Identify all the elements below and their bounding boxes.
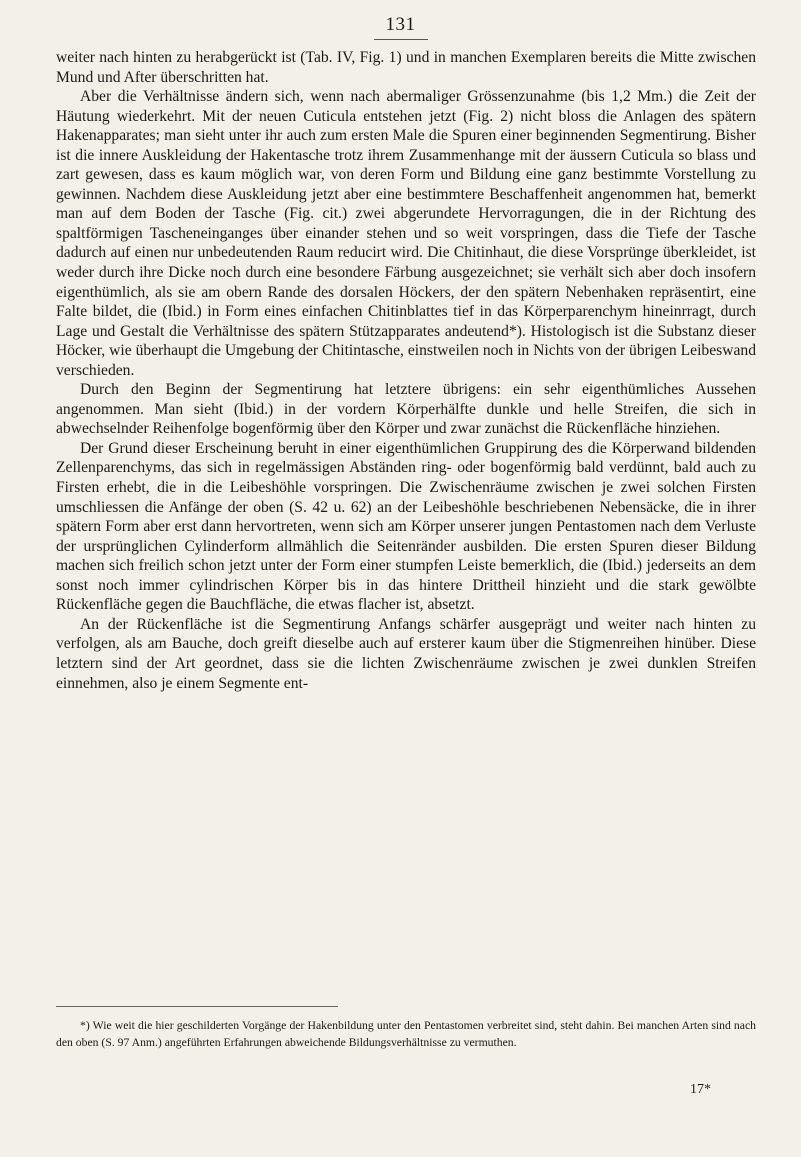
page-number: 131 xyxy=(385,14,416,35)
signature-mark: 17* xyxy=(690,1082,711,1097)
footnote: *) Wie weit die hier geschilderten Vorgänge der Hakenbildung unter den Pentastomen verbreitet sind, steht dahin. Bei manchen Arten sind nach den oben (S. 97 Anm.) angeführten Erfahrungen abweichende Bildungsverhältnisse zu vermuthen. xyxy=(56,1019,756,1049)
paragraph-continuation: weiter nach hinten zu herabgerückt ist (Tab. IV, Fig. 1) und in manchen Exemplaren bereits die Mitte zwischen Mund und After überschritten hat. xyxy=(56,49,756,86)
paragraph: Aber die Verhältnisse ändern sich, wenn nach abermaliger Grössenzunahme (bis 1,2 Mm.) die Zeit der Häutung wiederkehrt. Mit der neuen Cuticula entstehen jetzt (Fig. 2) nicht bloss die Anlagen des spätern Hakenapparates; man sieht unter ihr auch zum ersten Male die Spuren einer beginnenden Segmentirung. Bisher ist die innere Auskleidung der Hakentasche trotz ihrem Zusammenhange mit der äussern Cuticula so blass und zart gewesen, dass es kaum möglich war, von deren Form und Bildung eine ganz bestimmte Vorstellung zu gewinnen. Nachdem diese Auskleidung jetzt aber eine bestimmtere Beschaffenheit angenommen hat, bemerkt man auf dem Boden der Tasche (Fig. cit.) zwei abgerundete Hervorragungen, die in der Richtung des spaltförmigen Tascheneinganges über einander stehen und so weit vorspringen, dass die Tiefe der Tasche dadurch auf einen nur unbedeutenden Raum reducirt wird. Die Chitinhaut, die diese Vorsprünge überkleidet, ist weder durch ihre Dicke noch durch eine besondere Färbung ausgezeichnet; sie verhält sich aber doch insofern eigenthümlich, als sie am obern Rande des dorsalen Höckers, der den spätern Nebenhaken repräsentirt, eine Falte bildet, die (Ibid.) in Form eines einfachen Chitinblattes tief in das Körperparenchym hineinrragt, durch Lage und Gestalt die Verhältnisse des spätern Stützapparates andeutend*). Histologisch ist die Substanz dieser Höcker, wie überhaupt die Umgebung der Chitintasche, einstweilen noch in Nichts von der übrigen Leibeswand verschieden. xyxy=(56,88,756,379)
body-text xyxy=(56,48,756,693)
paragraph: Der Grund dieser Erscheinung beruht in einer eigenthümlichen Gruppirung des die Körperwand bildenden Zellenparenchyms, das sich in regelmässigen Abständen ring- oder bogenförmig bald verdünnt, bald auch zu Firsten erhebt, die in die Leibeshöhle vorspringen. Die Zwischenräume zwischen je zwei solchen Firsten umschliessen die Anfänge der oben (S. 42 u. 62) an der Leibeshöhle beschriebenen Nebensäcke, die in ihrer spätern Form aber erst dann hervortreten, wenn sich am Körper unserer jungen Pentastomen nach dem Verluste der ursprünglichen Cylinderform allmählich die Seitenränder ausbilden. Die ersten Spuren dieser Bildung machen sich freilich schon jetzt unter der Form einer stumpfen Leiste bemerklich, die (Ibid.) jederseits an dem sonst noch immer cylindrischen Körper bis in das hintere Drittheil hinzieht und die stark gewölbte Rückenfläche gegen die Bauchfläche, die etwas flacher ist, absetzt. xyxy=(56,439,756,614)
footnote-divider xyxy=(56,1006,338,1007)
paragraph: Durch den Beginn der Segmentirung hat letztere übrigens: ein sehr eigenthümliches Aussehen angenommen. Man sieht (Ibid.) in der vordern Körperhälfte dunkle und helle Streifen, die sich in abwechselnder Reihenfolge bogenförmig über den Körper und zwar zunächst die Rückenfläche hinziehen. xyxy=(56,381,756,438)
paragraph: An der Rückenfläche ist die Segmentirung Anfangs schärfer ausgeprägt und weiter nach hinten zu verfolgen, als am Bauche, doch greift dieselbe auch auf ersterer kaum über die Stigmenreihen hinüber. Diese letztern sind der Art geordnet, dass sie die lichten Zwischenräume zwischen je zwei dunklen Streifen einnehmen, also je einem Segmente ent- xyxy=(56,615,756,692)
page-number-underline xyxy=(374,39,428,40)
